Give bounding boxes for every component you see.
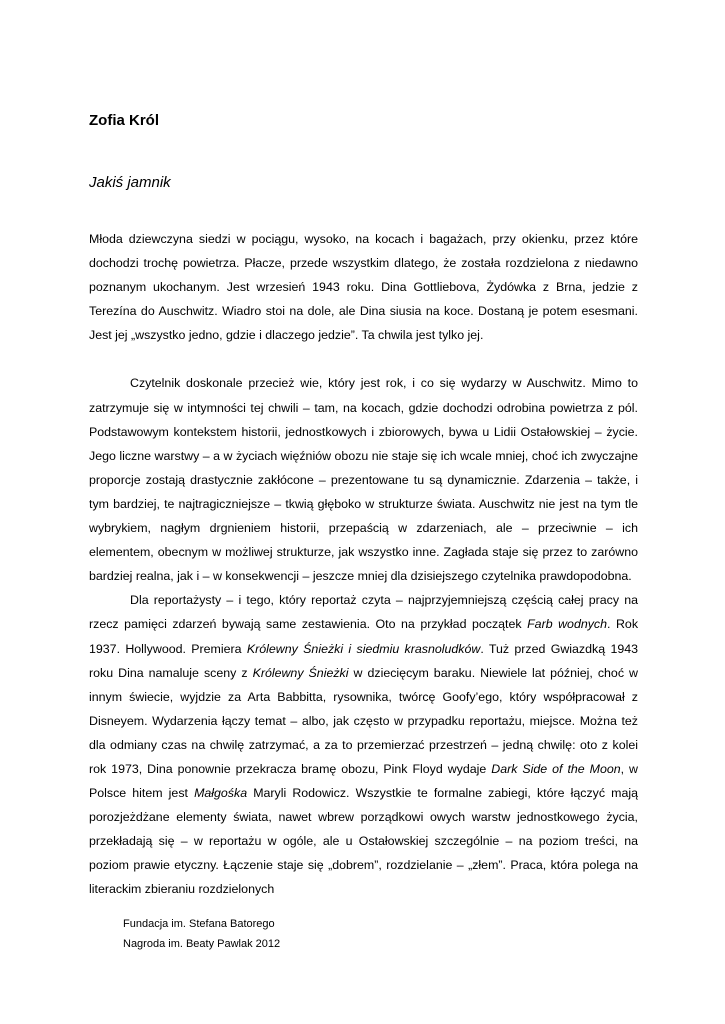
footer-line-award: Nagroda im. Beaty Pawlak 2012 <box>123 938 281 950</box>
text-run: Maryli Rodowicz. Wszystkie te formalne zabiegi, które łączyć mają porozjeżdżane elementy świata, nawet wbrew porządkowi owych warstw jednostkowego życia, przekładają się – w reportażu w ogóle, ale u Ostałowskiej szczególnie – na poziom treści, na poziom prawie etyczny. Łączenie staje się „dobrem”, rozdzielanie – „złem”. Praca, która polega na literackim zbieraniu rozdzielonych <box>89 786 638 897</box>
body-text <box>89 227 638 902</box>
text-run: , w Polsce hitem jest <box>89 761 638 801</box>
text-run: Dla reportażysty – i tego, który reportaż czyta – najprzyjemniejszą częścią całej pracy na rzecz pamięci zdarzeń bywają same zestawienia. Oto na przykład początek <box>89 593 638 632</box>
film-title-short: Królewny Śnieżki <box>252 665 349 680</box>
essay-title: Jakiś jamnik <box>89 174 171 191</box>
text-run: . Tuż przed Gwiazdką 1943 roku Dina namaluje sceny z <box>89 641 639 680</box>
paragraph-2: Czytelnik doskonale przecież wie, który jest rok, i co się wydarzy w Auschwitz. Mimo to zatrzymuje się w intymności tej chwili – tam, na kocach, gdzie dochodzi odrobina powietrza z pól. Podstawowym kontekstem historii, jednostkowych i zbiorowych, bywa u Lidii Ostałowskiej – życie. Jego liczne warstwy – a w życiach więźniów obozu nie staje się ich wcale mniej, choć ich zwyczajne proporcje zostają drastycznie zakłócone – prezentowane tu są dynamicznie. Zdarzenia – także, i tym bardziej, te najtragiczniejsze – tkwią głęboko w strukturze świata. Auschwitz nie jest na tym tle wybrykiem, nagłym drgnieniem historii, przepaścią w zdarzeniach, ale – przeciwnie – ich elementem, obecnym w możliwej strukturze, jak wszystko inne. Zagłada staje się przez to zarówno bardziej realna, jak i – w konsekwencji – jeszcze mniej dla dzisiejszego czytelnika prawdopodobna. <box>89 376 638 584</box>
film-title-krolewna-sniezka: Królewny Śnieżki i siedmiu krasnoludków <box>246 641 481 656</box>
footer-line-foundation: Fundacja im. Stefana Batorego <box>123 918 275 930</box>
album-title: Dark Side of the Moon <box>491 761 621 776</box>
text-run: w dziecięcym baraku. Niewiele lat później, choć w innym świecie, wyjdzie za Arta Babbitta, rysownika, twórcę Goofy’ego, który współpracował z Disneyem. Wydarzenia łączy temat – albo, jak często w przypadku reportażu, miejsce. Można też dla odmiany czas na chwilę zatrzymać, a za to przemierzać przestrzeń – jedną chwilę: oto z kolei rok 1973, Dina ponownie przekracza bramę obozu, Pink Floyd wydaje <box>89 665 638 776</box>
book-title-farb-wodnych: Farb wodnych <box>527 617 608 632</box>
text-run: . Rok 1937. Hollywood. Premiera <box>89 617 639 656</box>
paragraph-3 <box>89 588 638 901</box>
paragraph-1: Młoda dziewczyna siedzi w pociągu, wysoko, na kocach i bagażach, przy okienku, przez które dochodzi trochę powietrza. Płacze, przede wszystkim dlatego, że została rozdzielona z niedawno poznanym ukochanym. Jest wrzesień 1943 roku. Dina Gottliebova, Żydówka z Brna, jedzie z Terezína do Auschwitz. Wiadro stoi na dole, ale Dina siusia na koce. Dostaną je potem esesmani. Jest jej „wszystko jedno, gdzie i dlaczego jedzie”. Ta chwila jest tylko jej. <box>89 232 638 343</box>
author-name: Zofia Król <box>89 112 159 129</box>
song-title: Małgośka <box>194 786 248 801</box>
page-footer <box>123 914 280 954</box>
